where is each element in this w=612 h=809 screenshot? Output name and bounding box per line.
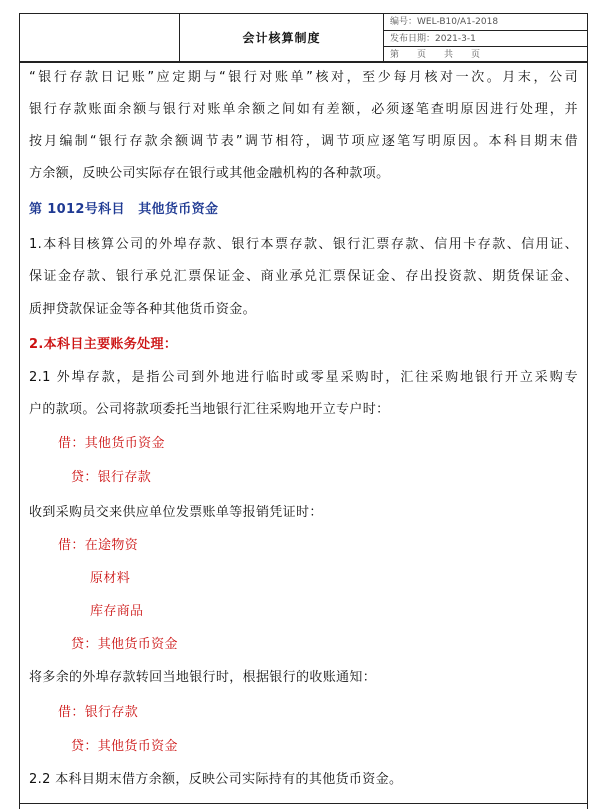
paragraph-line: 将多余的外埠存款转回当地银行时，根据银行的收账通知： — [29, 670, 377, 685]
document-body — [19, 62, 588, 809]
header-title: 会计核算制度 — [180, 14, 384, 61]
paragraph-line: 方余额，反映公司实际存在银行或其他金融机构的各种款项。 — [29, 166, 390, 181]
page-bottom-rule — [19, 803, 588, 804]
paragraph-line: 质押贷款保证金等各种其他货币资金。 — [29, 302, 256, 317]
journal-debit-item: 库存商品 — [90, 604, 144, 619]
page-number: 第 页 共 页 — [384, 46, 587, 62]
paragraph-line: 银行存款账面余额与银行对账单余额之间如有差额，必须逐笔查明原因进行处理，并 — [29, 102, 578, 117]
paragraph-line: 2.1 外埠存款，是指公司到外地进行临时或零星采购时，汇往采购地银行开立采购专 — [29, 370, 578, 385]
section-title: 第 1012号科目 其他货币资金 — [29, 202, 219, 217]
header-logo-cell — [20, 14, 180, 61]
paragraph-line: 户的款项。公司将款项委托当地银行汇往采购地开立专户时： — [29, 402, 390, 417]
journal-credit: 贷：其他货币资金 — [71, 637, 178, 652]
journal-debit: 借：其他货币资金 — [58, 436, 165, 451]
paragraph-line: 2.2 本科目期末借方余额，反映公司实际持有的其他货币资金。 — [29, 772, 403, 787]
publish-date: 发布日期：2021-3-1 — [384, 30, 587, 46]
journal-debit: 借：银行存款 — [58, 705, 139, 720]
journal-credit: 贷：银行存款 — [71, 470, 152, 485]
subsection-title: 2.本科目主要账务处理： — [29, 337, 178, 352]
paragraph-line: 保证金存款、银行承兑汇票保证金、商业承兑汇票保证金、存出投资款、期货保证金、 — [29, 269, 578, 284]
paragraph-line: 按月编制“银行存款余额调节表”调节相符，调节项应逐笔写明原因。本科目期末借 — [29, 134, 578, 149]
doc-code: 编号：WEL-B10/A1-2018 — [390, 17, 499, 27]
header-meta — [384, 14, 587, 61]
journal-credit: 贷：其他货币资金 — [71, 739, 178, 754]
journal-debit-item: 原材料 — [90, 571, 131, 586]
paragraph-line: 1.本科目核算公司的外埠存款、银行本票存款、银行汇票存款、信用卡存款、信用证、 — [29, 237, 578, 252]
journal-debit: 借：在途物资 — [58, 538, 139, 553]
paragraph-line: “银行存款日记账”应定期与“银行对账单”核对，至少每月核对一次。月末，公司 — [29, 70, 578, 85]
document-header — [19, 13, 588, 62]
paragraph-line: 收到采购员交来供应单位发票账单等报销凭证时： — [29, 505, 323, 520]
